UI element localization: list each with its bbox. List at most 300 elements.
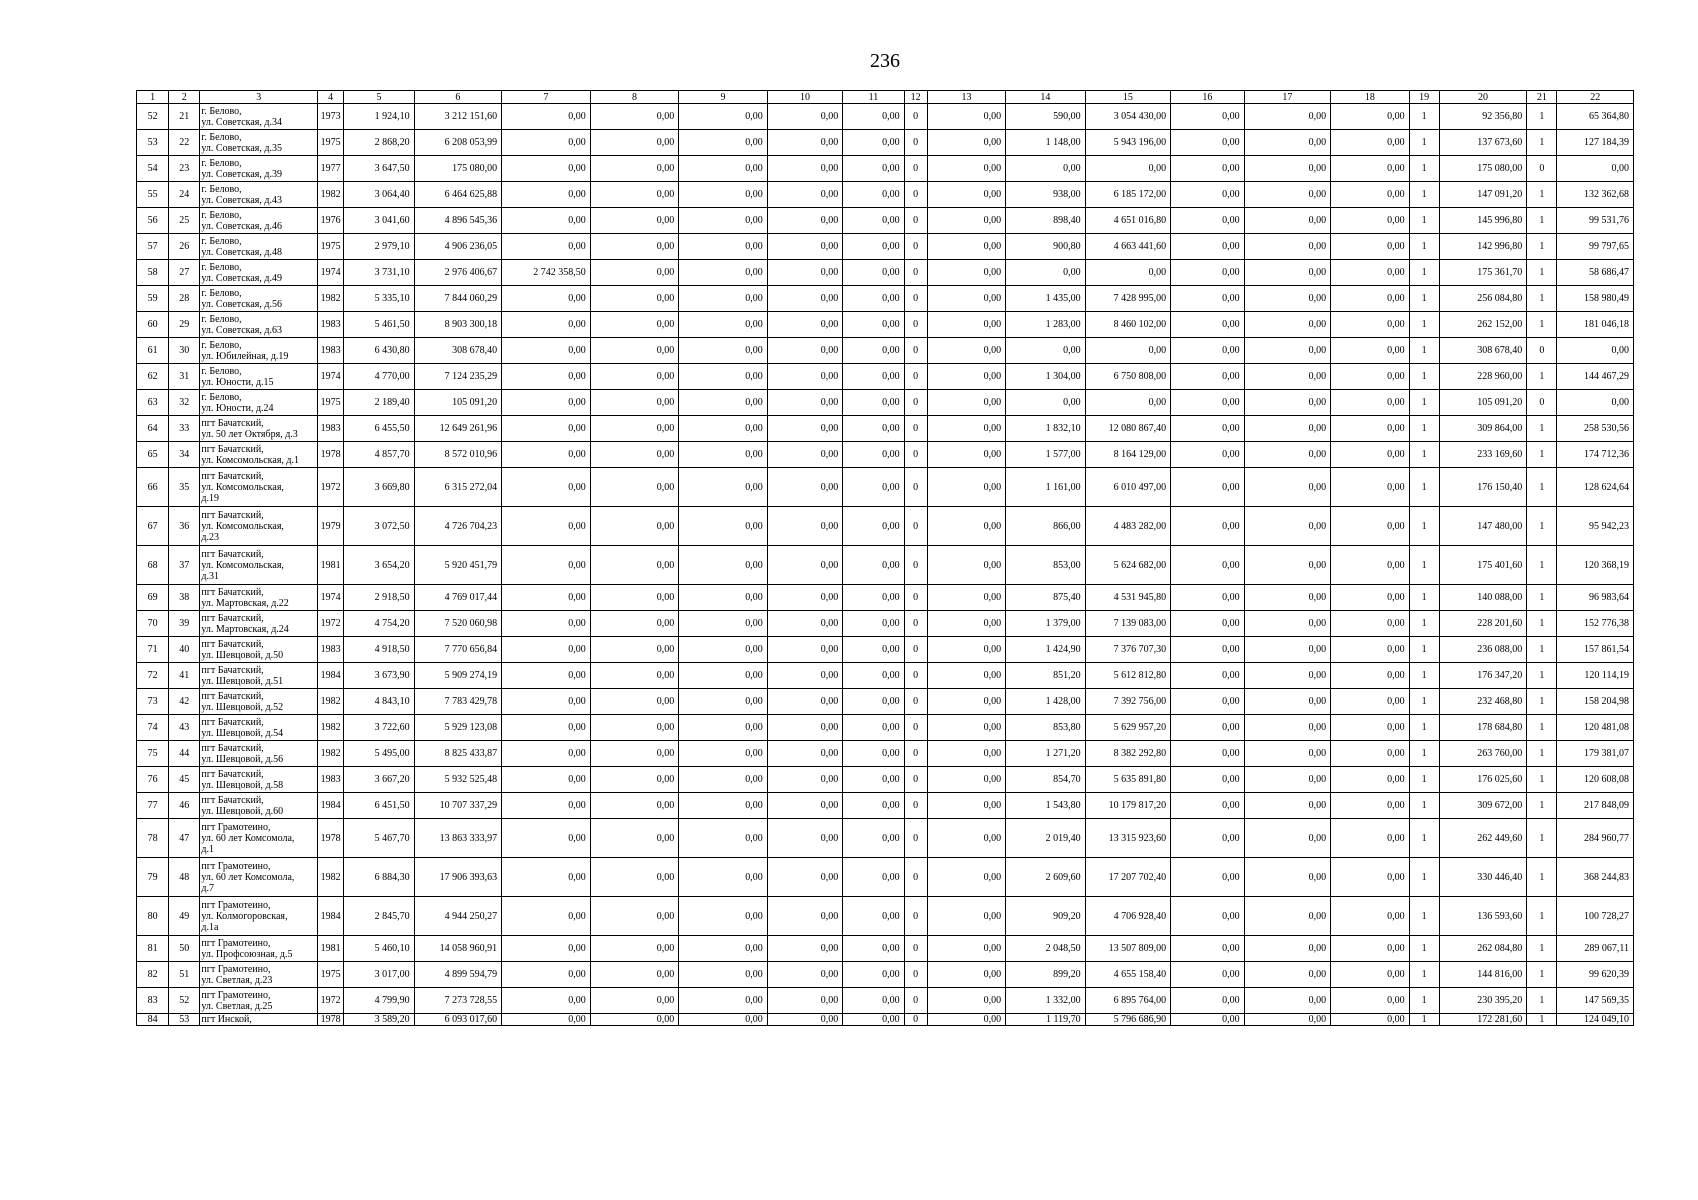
cell: 853,00	[1006, 546, 1085, 585]
address-line: ул. Комсомольская,	[201, 520, 284, 532]
column-header: 9	[679, 91, 768, 104]
cell: 2 609,60	[1006, 858, 1085, 897]
table-row	[137, 741, 1634, 767]
cell: 58 686,47	[1557, 260, 1634, 286]
column-header: 22	[1557, 91, 1634, 104]
address-line: пгт Бачатский,	[201, 417, 264, 429]
cell: 0,00	[502, 637, 591, 663]
cell: 0	[904, 767, 927, 793]
cell: 1	[1409, 104, 1439, 130]
cell: 0,00	[1244, 338, 1331, 364]
cell: 4 770,00	[344, 364, 414, 390]
cell: 72	[137, 663, 169, 689]
cell: 0,00	[679, 715, 768, 741]
cell: 0,00	[1171, 819, 1244, 858]
cell: 0,00	[927, 897, 1005, 936]
cell: 181 046,18	[1557, 312, 1634, 338]
cell: 74	[137, 715, 169, 741]
table-row	[137, 637, 1634, 663]
column-header: 10	[767, 91, 842, 104]
cell: 1	[1409, 546, 1439, 585]
cell: 1 304,00	[1006, 364, 1085, 390]
cell: 0,00	[590, 663, 679, 689]
cell: 0,00	[843, 767, 904, 793]
cell: 0,00	[590, 208, 679, 234]
cell: 0,00	[927, 312, 1005, 338]
cell: 0,00	[1331, 715, 1409, 741]
cell: 0,00	[679, 637, 768, 663]
address-line: ул. Шевцовой, д.52	[201, 701, 284, 713]
cell: 0,00	[1331, 442, 1409, 468]
cell: 0,00	[767, 663, 842, 689]
cell: 0	[904, 312, 927, 338]
cell: 0,00	[767, 234, 842, 260]
table-row	[137, 897, 1634, 936]
cell: 0,00	[1244, 663, 1331, 689]
cell: 1	[1527, 416, 1557, 442]
cell: 0,00	[1244, 715, 1331, 741]
cell: 3 667,20	[344, 767, 414, 793]
cell: 0,00	[1244, 208, 1331, 234]
cell: 132 362,68	[1557, 182, 1634, 208]
cell: 0,00	[1331, 312, 1409, 338]
cell: 0,00	[1244, 793, 1331, 819]
cell: 1	[1409, 741, 1439, 767]
address-cell	[200, 468, 318, 507]
table-row	[137, 182, 1634, 208]
address-line: пгт Грамотеино,	[201, 860, 271, 872]
cell: 1	[1409, 338, 1439, 364]
cell: 0,00	[767, 364, 842, 390]
cell: 0,00	[679, 611, 768, 637]
cell: 5 932 525,48	[414, 767, 502, 793]
cell: 39	[169, 611, 200, 637]
address-cell	[200, 611, 318, 637]
column-header: 21	[1527, 91, 1557, 104]
cell: 4 483 282,00	[1085, 507, 1171, 546]
table-row	[137, 1014, 1634, 1026]
cell: 1 271,20	[1006, 741, 1085, 767]
table-row	[137, 858, 1634, 897]
page-number: 236	[870, 50, 900, 72]
cell: 6 208 053,99	[414, 130, 502, 156]
cell: 4 655 158,40	[1085, 962, 1171, 988]
address-line: д.23	[201, 531, 219, 543]
cell: 8 164 129,00	[1085, 442, 1171, 468]
cell: 0,00	[1244, 234, 1331, 260]
cell: 1 832,10	[1006, 416, 1085, 442]
cell: 0,00	[767, 312, 842, 338]
cell: 0,00	[1331, 130, 1409, 156]
column-header: 1	[137, 91, 169, 104]
cell: 147 569,35	[1557, 988, 1634, 1014]
cell: 1974	[318, 260, 344, 286]
cell: 0,00	[843, 689, 904, 715]
address-cell	[200, 234, 318, 260]
cell: 5 796 686,90	[1085, 1014, 1171, 1026]
cell: 0,00	[1171, 416, 1244, 442]
cell: 0,00	[1331, 897, 1409, 936]
cell: 1	[1527, 663, 1557, 689]
cell: 30	[169, 338, 200, 364]
cell: 70	[137, 611, 169, 637]
cell: 0,00	[1331, 416, 1409, 442]
cell: 0,00	[767, 689, 842, 715]
cell: 1 119,70	[1006, 1014, 1085, 1026]
cell: 1982	[318, 715, 344, 741]
cell: 0	[904, 104, 927, 130]
address-line: г. Белово,	[201, 157, 242, 169]
address-line: г. Белово,	[201, 339, 242, 351]
address-line: пгт Бачатский,	[201, 509, 264, 521]
cell: 851,20	[1006, 663, 1085, 689]
cell: 0,00	[590, 390, 679, 416]
cell: 1978	[318, 819, 344, 858]
column-header: 7	[502, 91, 591, 104]
cell: 232 468,80	[1439, 689, 1527, 715]
cell: 866,00	[1006, 507, 1085, 546]
table-row	[137, 715, 1634, 741]
cell: 0	[904, 468, 927, 507]
cell: 1	[1527, 312, 1557, 338]
cell: 0,00	[502, 611, 591, 637]
cell: 1982	[318, 858, 344, 897]
cell: 2 979,10	[344, 234, 414, 260]
cell: 0,00	[1331, 793, 1409, 819]
cell: 1 161,00	[1006, 468, 1085, 507]
cell: 1	[1409, 988, 1439, 1014]
cell: 0,00	[927, 442, 1005, 468]
cell: 0,00	[502, 130, 591, 156]
cell: 67	[137, 507, 169, 546]
address-cell	[200, 819, 318, 858]
address-line: пгт Бачатский,	[201, 470, 264, 482]
cell: 0,00	[843, 1014, 904, 1026]
cell: 0,00	[767, 468, 842, 507]
cell: 58	[137, 260, 169, 286]
cell: 0,00	[843, 156, 904, 182]
cell: 26	[169, 234, 200, 260]
cell: 0,00	[927, 988, 1005, 1014]
table-row	[137, 507, 1634, 546]
table-row	[137, 468, 1634, 507]
cell: 0,00	[843, 208, 904, 234]
cell: 0,00	[843, 793, 904, 819]
column-header: 15	[1085, 91, 1171, 104]
cell: 3 669,80	[344, 468, 414, 507]
cell: 0,00	[1171, 312, 1244, 338]
cell: 7 770 656,84	[414, 637, 502, 663]
cell: 0,00	[679, 988, 768, 1014]
cell: 1	[1527, 637, 1557, 663]
column-header: 5	[344, 91, 414, 104]
cell: 1983	[318, 416, 344, 442]
cell: 46	[169, 793, 200, 819]
address-cell	[200, 182, 318, 208]
cell: 0,00	[767, 156, 842, 182]
cell: 0,00	[1171, 260, 1244, 286]
cell: 1	[1409, 897, 1439, 936]
cell: 0,00	[1171, 390, 1244, 416]
cell: 1983	[318, 312, 344, 338]
cell: 5 467,70	[344, 819, 414, 858]
cell: 7 124 235,29	[414, 364, 502, 390]
cell: 0,00	[679, 819, 768, 858]
cell: 0,00	[1171, 793, 1244, 819]
cell: 7 139 083,00	[1085, 611, 1171, 637]
table-row	[137, 156, 1634, 182]
table-row	[137, 767, 1634, 793]
table-row	[137, 611, 1634, 637]
cell: 0,00	[927, 182, 1005, 208]
address-cell	[200, 936, 318, 962]
address-cell	[200, 338, 318, 364]
cell: 6 455,50	[344, 416, 414, 442]
cell: 59	[137, 286, 169, 312]
cell: 147 480,00	[1439, 507, 1527, 546]
cell: 73	[137, 689, 169, 715]
cell: 1 577,00	[1006, 442, 1085, 468]
cell: 0,00	[502, 585, 591, 611]
cell: 0,00	[1331, 338, 1409, 364]
cell: 5 929 123,08	[414, 715, 502, 741]
address-line: ул. Советская, д.39	[201, 168, 282, 180]
address-cell	[200, 858, 318, 897]
cell: 0,00	[1331, 689, 1409, 715]
cell: 174 712,36	[1557, 442, 1634, 468]
cell: 0,00	[502, 741, 591, 767]
cell: 145 996,80	[1439, 208, 1527, 234]
cell: 1	[1409, 156, 1439, 182]
cell: 0,00	[843, 312, 904, 338]
cell: 0,00	[767, 858, 842, 897]
cell: 175 401,60	[1439, 546, 1527, 585]
cell: 0,00	[679, 130, 768, 156]
address-line: пгт Грамотеино,	[201, 937, 271, 949]
cell: 0,00	[502, 104, 591, 130]
cell: 0,00	[1006, 338, 1085, 364]
cell: 137 673,60	[1439, 130, 1527, 156]
cell: 105 091,20	[1439, 390, 1527, 416]
table-row	[137, 416, 1634, 442]
cell: 95 942,23	[1557, 507, 1634, 546]
cell: 0,00	[1331, 858, 1409, 897]
cell: 0,00	[1244, 1014, 1331, 1026]
cell: 854,70	[1006, 767, 1085, 793]
address-cell	[200, 637, 318, 663]
cell: 0,00	[767, 1014, 842, 1026]
cell: 1	[1527, 1014, 1557, 1026]
cell: 78	[137, 819, 169, 858]
address-line: ул. Советская, д.56	[201, 298, 282, 310]
address-line: пгт Бачатский,	[201, 443, 264, 455]
cell: 2 019,40	[1006, 819, 1085, 858]
cell: 0,00	[590, 416, 679, 442]
cell: 0,00	[502, 897, 591, 936]
cell: 2 048,50	[1006, 936, 1085, 962]
cell: 0,00	[767, 897, 842, 936]
cell: 0,00	[767, 416, 842, 442]
address-line: пгт Бачатский,	[201, 586, 264, 598]
cell: 3 647,50	[344, 156, 414, 182]
cell: 0	[904, 260, 927, 286]
cell: 899,20	[1006, 962, 1085, 988]
cell: 1 543,80	[1006, 793, 1085, 819]
cell: 21	[169, 104, 200, 130]
cell: 0,00	[767, 988, 842, 1014]
cell: 0,00	[1244, 936, 1331, 962]
cell: 0,00	[1171, 507, 1244, 546]
cell: 1 332,00	[1006, 988, 1085, 1014]
cell: 0,00	[1244, 819, 1331, 858]
cell: 0,00	[1006, 156, 1085, 182]
cell: 0,00	[1171, 715, 1244, 741]
cell: 0,00	[502, 208, 591, 234]
cell: 0,00	[590, 338, 679, 364]
cell: 7 273 728,55	[414, 988, 502, 1014]
cell: 262 449,60	[1439, 819, 1527, 858]
address-line: д.1	[201, 843, 214, 855]
cell: 0,00	[590, 234, 679, 260]
address-line: г. Белово,	[201, 287, 242, 299]
cell: 0,00	[927, 416, 1005, 442]
address-cell	[200, 208, 318, 234]
cell: 0,00	[590, 767, 679, 793]
cell: 0,00	[590, 637, 679, 663]
cell: 1975	[318, 130, 344, 156]
cell: 0,00	[590, 988, 679, 1014]
cell: 0	[904, 286, 927, 312]
cell: 144 467,29	[1557, 364, 1634, 390]
cell: 0,00	[590, 611, 679, 637]
cell: 0,00	[502, 364, 591, 390]
cell: 1978	[318, 1014, 344, 1026]
cell: 1	[1527, 546, 1557, 585]
cell: 4 944 250,27	[414, 897, 502, 936]
cell: 0,00	[502, 312, 591, 338]
cell: 0,00	[1171, 767, 1244, 793]
cell: 217 848,09	[1557, 793, 1634, 819]
cell: 5 920 451,79	[414, 546, 502, 585]
cell: 0,00	[502, 442, 591, 468]
cell: 0,00	[1006, 390, 1085, 416]
cell: 77	[137, 793, 169, 819]
cell: 0	[904, 637, 927, 663]
cell: 28	[169, 286, 200, 312]
address-line: ул. Советская, д.49	[201, 272, 282, 284]
cell: 128 624,64	[1557, 468, 1634, 507]
cell: 1984	[318, 793, 344, 819]
cell: 1	[1409, 767, 1439, 793]
cell: 0,00	[843, 741, 904, 767]
cell: 52	[169, 988, 200, 1014]
cell: 0,00	[843, 390, 904, 416]
cell: 68	[137, 546, 169, 585]
cell: 0,00	[1171, 897, 1244, 936]
cell: 1	[1527, 507, 1557, 546]
cell: 0	[904, 234, 927, 260]
cell: 228 201,60	[1439, 611, 1527, 637]
cell: 0,00	[1171, 936, 1244, 962]
cell: 12 080 867,40	[1085, 416, 1171, 442]
cell: 1982	[318, 741, 344, 767]
cell: 4 769 017,44	[414, 585, 502, 611]
cell: 1	[1409, 962, 1439, 988]
cell: 0,00	[767, 715, 842, 741]
table-row	[137, 663, 1634, 689]
cell: 0,00	[679, 208, 768, 234]
cell: 142 996,80	[1439, 234, 1527, 260]
cell: 1	[1409, 468, 1439, 507]
cell: 0,00	[1331, 507, 1409, 546]
column-header: 13	[927, 91, 1005, 104]
housing-register-table	[136, 90, 1634, 1026]
cell: 6 315 272,04	[414, 468, 502, 507]
cell: 1	[1409, 936, 1439, 962]
cell: 5 635 891,80	[1085, 767, 1171, 793]
cell: 0,00	[502, 416, 591, 442]
cell: 1	[1409, 234, 1439, 260]
cell: 0,00	[1171, 741, 1244, 767]
cell: 3 731,10	[344, 260, 414, 286]
cell: 909,20	[1006, 897, 1085, 936]
cell: 1	[1409, 507, 1439, 546]
cell: 1976	[318, 208, 344, 234]
column-header: 6	[414, 91, 502, 104]
cell: 0,00	[1557, 338, 1634, 364]
cell: 175 361,70	[1439, 260, 1527, 286]
cell: 38	[169, 585, 200, 611]
cell: 6 451,50	[344, 793, 414, 819]
cell: 22	[169, 130, 200, 156]
cell: 0,00	[767, 611, 842, 637]
cell: 41	[169, 663, 200, 689]
cell: 1	[1409, 793, 1439, 819]
cell: 256 084,80	[1439, 286, 1527, 312]
cell: 0	[1527, 338, 1557, 364]
cell: 284 960,77	[1557, 819, 1634, 858]
cell: 0	[904, 689, 927, 715]
cell: 0,00	[843, 819, 904, 858]
column-header: 2	[169, 91, 200, 104]
address-line: пгт Бачатский,	[201, 612, 264, 624]
cell: 0	[904, 338, 927, 364]
cell: 0,00	[1171, 182, 1244, 208]
table-row	[137, 689, 1634, 715]
cell: 0,00	[590, 715, 679, 741]
cell: 0	[904, 819, 927, 858]
cell: 0,00	[767, 208, 842, 234]
address-line: г. Белово,	[201, 209, 242, 221]
cell: 4 726 704,23	[414, 507, 502, 546]
cell: 1973	[318, 104, 344, 130]
cell: 0,00	[927, 611, 1005, 637]
address-line: пгт Бачатский,	[201, 768, 264, 780]
cell: 309 864,00	[1439, 416, 1527, 442]
cell: 44	[169, 741, 200, 767]
cell: 0,00	[1331, 182, 1409, 208]
cell: 308 678,40	[414, 338, 502, 364]
cell: 99 531,76	[1557, 208, 1634, 234]
cell: 53	[137, 130, 169, 156]
address-line: ул. Шевцовой, д.51	[201, 675, 284, 687]
cell: 0	[904, 130, 927, 156]
cell: 0,00	[767, 637, 842, 663]
cell: 0,00	[679, 1014, 768, 1026]
cell: 76	[137, 767, 169, 793]
cell: 230 395,20	[1439, 988, 1527, 1014]
cell: 0	[904, 156, 927, 182]
